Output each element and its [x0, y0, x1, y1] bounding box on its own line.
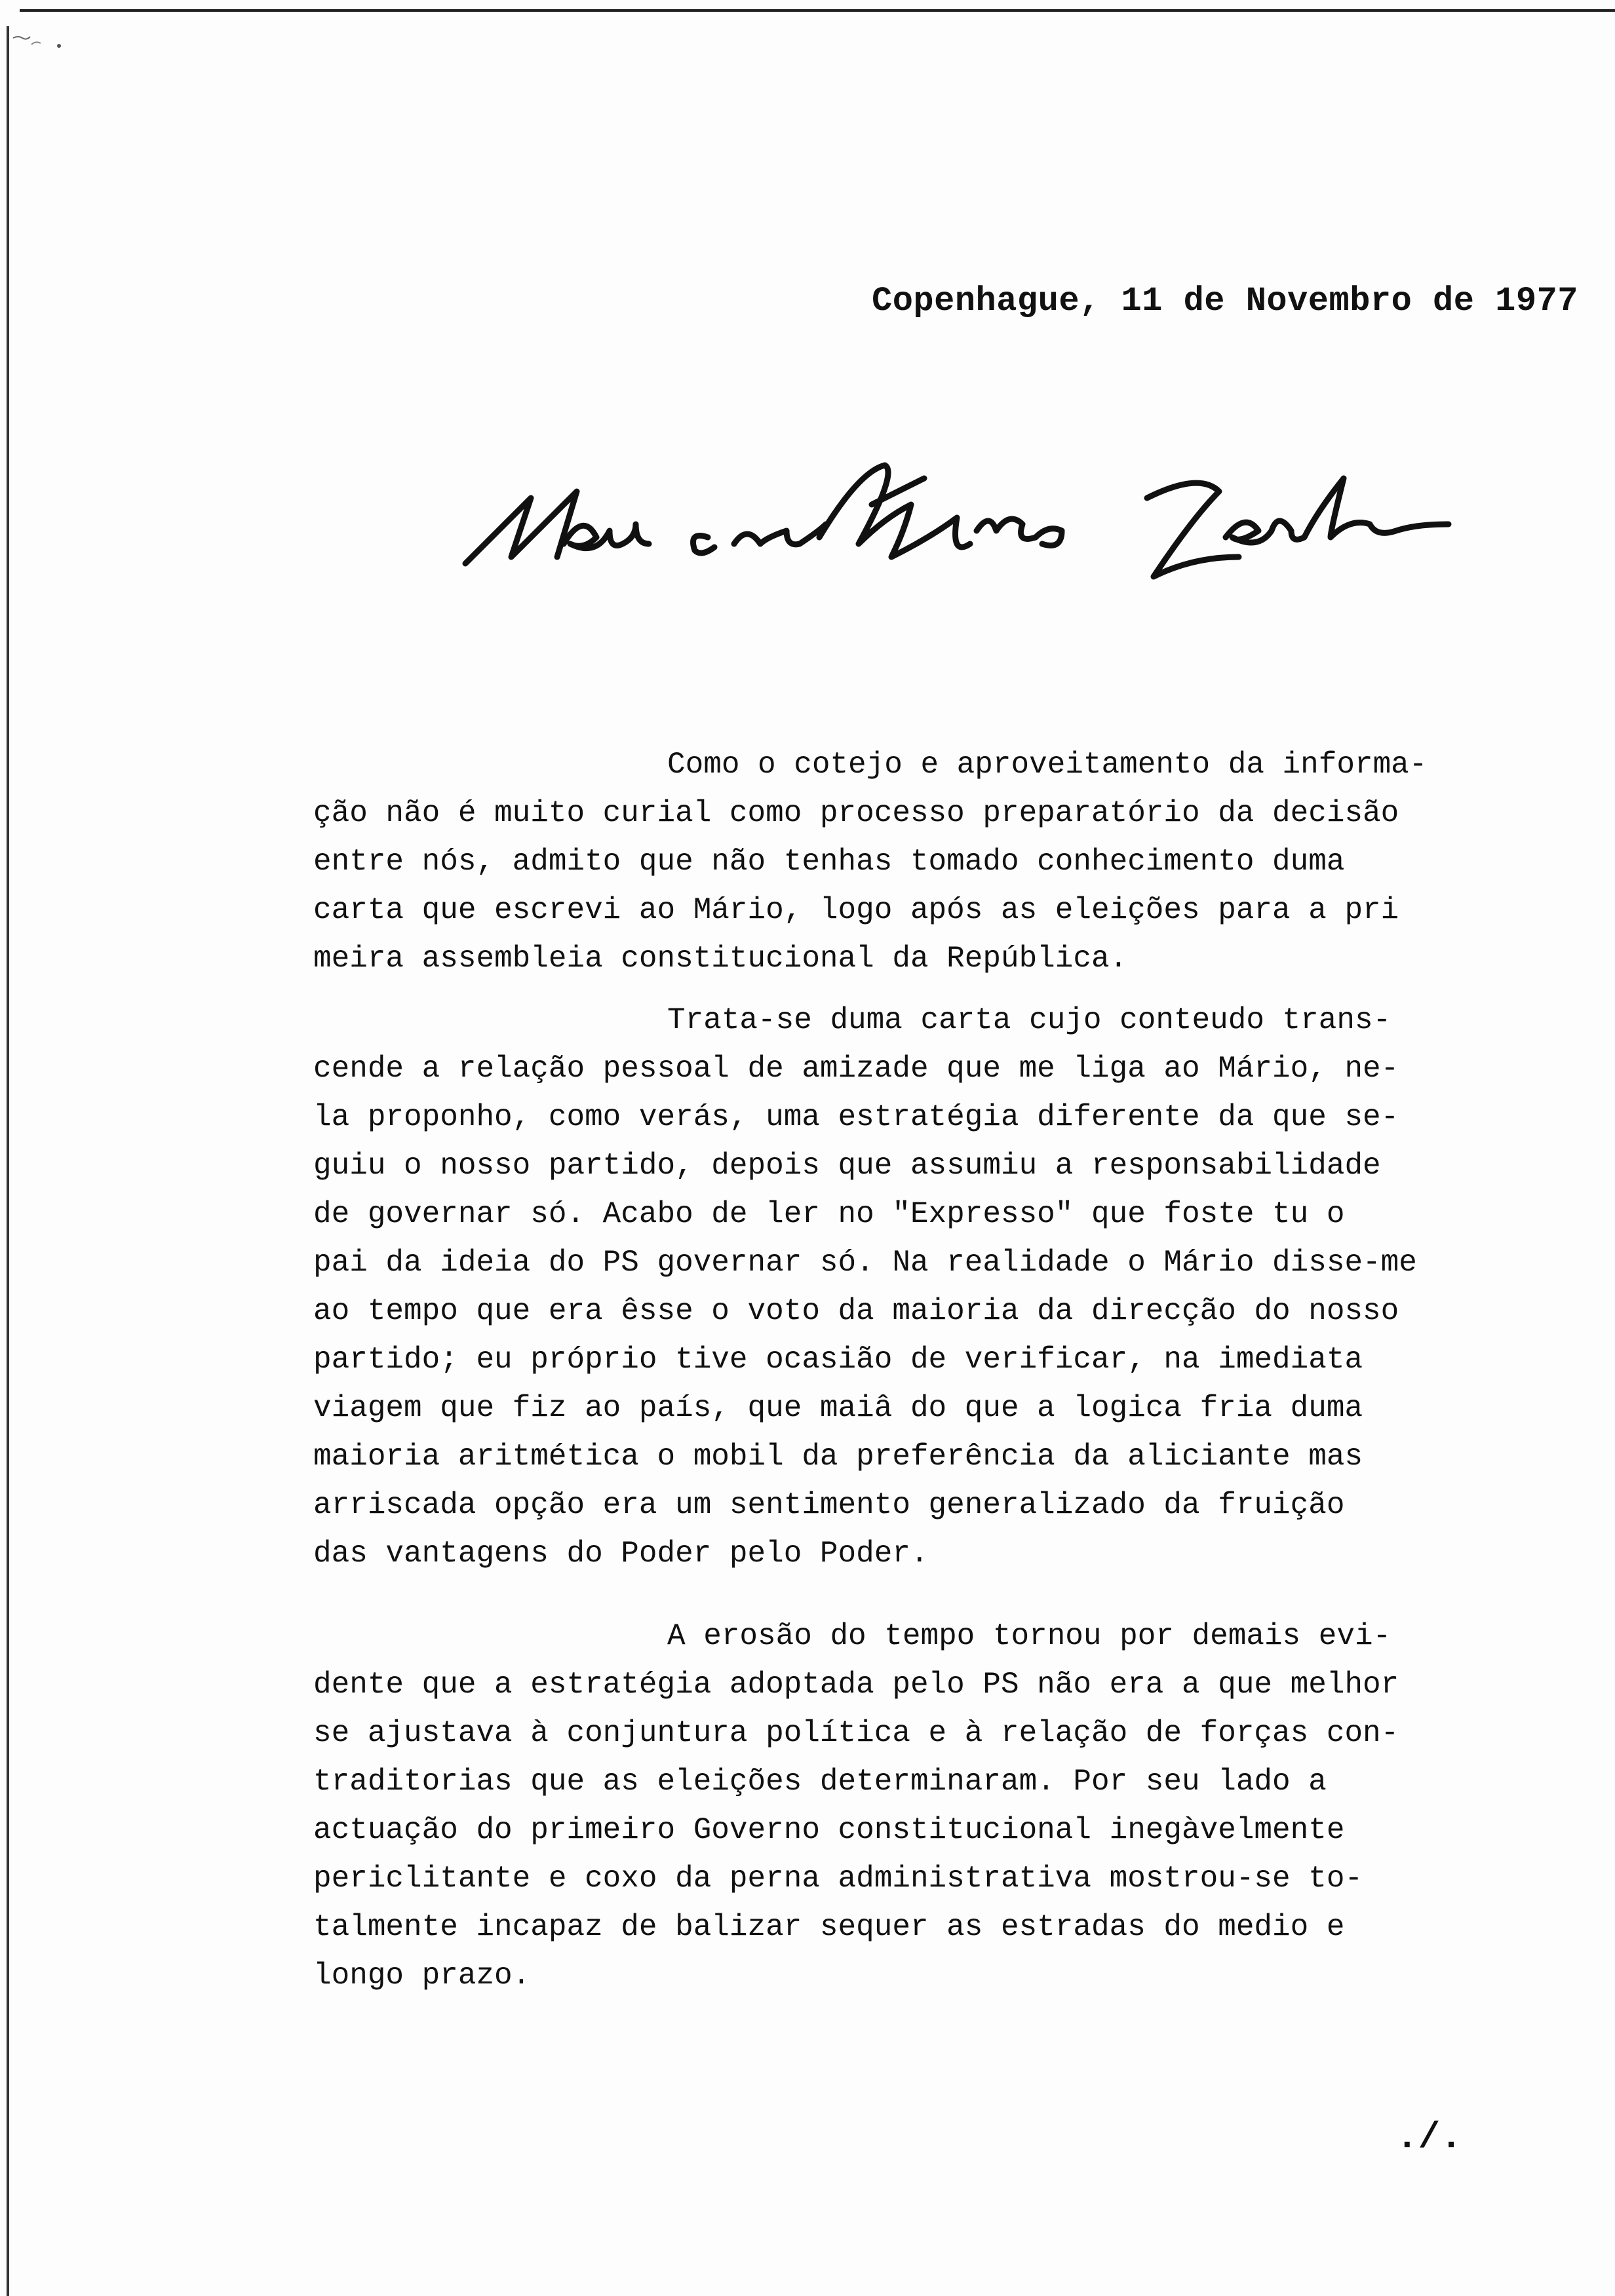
handwritten-salutation [452, 459, 1580, 616]
text-line: actuação do primeiro Governo constitucional inegàvelmente [313, 1813, 1345, 1847]
text-line: de governar só. Acabo de ler no "Expresso" que foste tu o [313, 1197, 1345, 1231]
text-line: partido; eu próprio tive ocasião de verificar, na imediata [313, 1343, 1363, 1377]
text-line: ção não é muito curial como processo preparatório da decisão [313, 796, 1399, 830]
text-line: das vantagens do Poder pelo Poder. [313, 1537, 929, 1571]
text-line: maioria aritmética o mobil da preferência da aliciante mas [313, 1440, 1363, 1474]
paragraph-3 [313, 1612, 1506, 2000]
text-line: la proponho, como verás, uma estratégia diferente da que se- [313, 1100, 1399, 1134]
text-line: dente que a estratégia adoptada pelo PS não era a que melhor [313, 1668, 1399, 1702]
letter-date: Copenhague, 11 de Novembro de 1977 [872, 282, 1578, 320]
paragraph-2 [313, 996, 1506, 1578]
text-line: periclitante e coxo da perna administrativa mostrou-se to- [313, 1862, 1363, 1896]
paragraph-1 [313, 740, 1506, 983]
continuation-mark: ./. [1396, 2116, 1462, 2158]
text-line: talmente incapaz de balizar sequer as estradas do medio e [313, 1910, 1345, 1944]
text-line: A erosão do tempo tornou por demais evi- [667, 1619, 1391, 1653]
text-line: cende a relação pessoal de amizade que me liga ao Mário, ne- [313, 1052, 1399, 1086]
text-line: pai da ideia do PS governar só. Na realidade o Mário disse-me [313, 1246, 1417, 1280]
text-line: se ajustava à conjuntura política e à relação de forças con- [313, 1716, 1399, 1750]
text-line: Trata-se duma carta cujo conteudo trans- [667, 1003, 1391, 1037]
scan-border-top [20, 9, 1615, 12]
text-line: guiu o nosso partido, depois que assumiu a responsabilidade [313, 1149, 1381, 1183]
scan-border-left [7, 26, 9, 2296]
text-line: arriscada opção era um sentimento generalizado da fruição [313, 1488, 1345, 1522]
text-line: ao tempo que era êsse o voto da maioria da direcção do nosso [313, 1294, 1399, 1328]
text-line: meira assembleia constitucional da República. [313, 942, 1128, 976]
text-line: longo prazo. [313, 1959, 531, 1993]
salutation-handwriting-graphic [452, 459, 1580, 616]
text-line: entre nós, admito que não tenhas tomado conhecimento duma [313, 845, 1345, 879]
text-line: carta que escrevi ao Mário, logo após as eleições para a pri [313, 893, 1399, 927]
text-line: viagem que fiz ao país, que maiâ do que a logica fria duma [313, 1391, 1363, 1425]
text-line: Como o cotejo e aproveitamento da informa- [667, 748, 1428, 782]
scan-speck-mark [12, 31, 64, 51]
text-line: traditorias que as eleições determinaram. Por seu lado a [313, 1765, 1327, 1799]
